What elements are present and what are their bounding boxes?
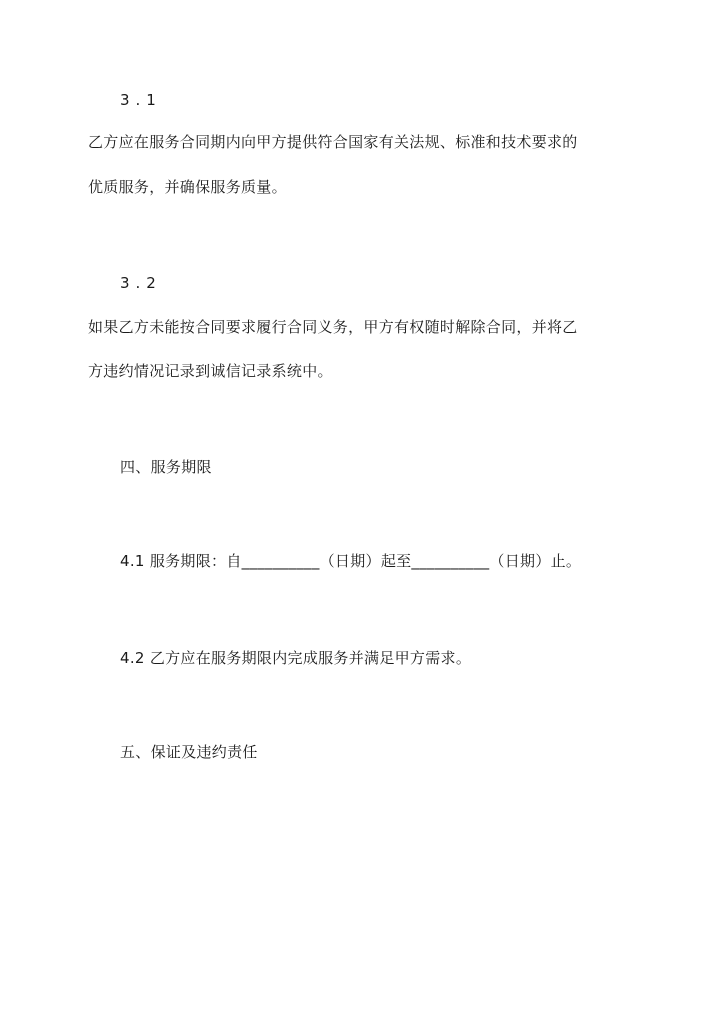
clause-3-2-line-1: 如果乙方未能按合同要求履行合同义务，甲方有权随时解除合同，并将乙 — [88, 318, 578, 336]
clause-number-3-1: 3.1 — [120, 91, 162, 109]
clause-3-2-line-2: 方违约情况记录到诚信记录系统中。 — [88, 362, 333, 380]
clause-3-1-line-1: 乙方应在服务合同期内向甲方提供符合国家有关法规、标准和技术要求的 — [88, 133, 578, 151]
clause-3-1-line-2: 优质服务，并确保服务质量。 — [88, 178, 287, 196]
clause-4-1: 4.1 服务期限：自__________（日期）起至__________（日期）止。 — [120, 552, 582, 570]
clause-4-2: 4.2 乙方应在服务期限内完成服务并满足甲方需求。 — [120, 649, 472, 667]
clause-number-3-2: 3.2 — [120, 274, 162, 292]
section-heading-4: 四、服务期限 — [120, 458, 212, 476]
section-heading-5: 五、保证及违约责任 — [120, 743, 258, 761]
